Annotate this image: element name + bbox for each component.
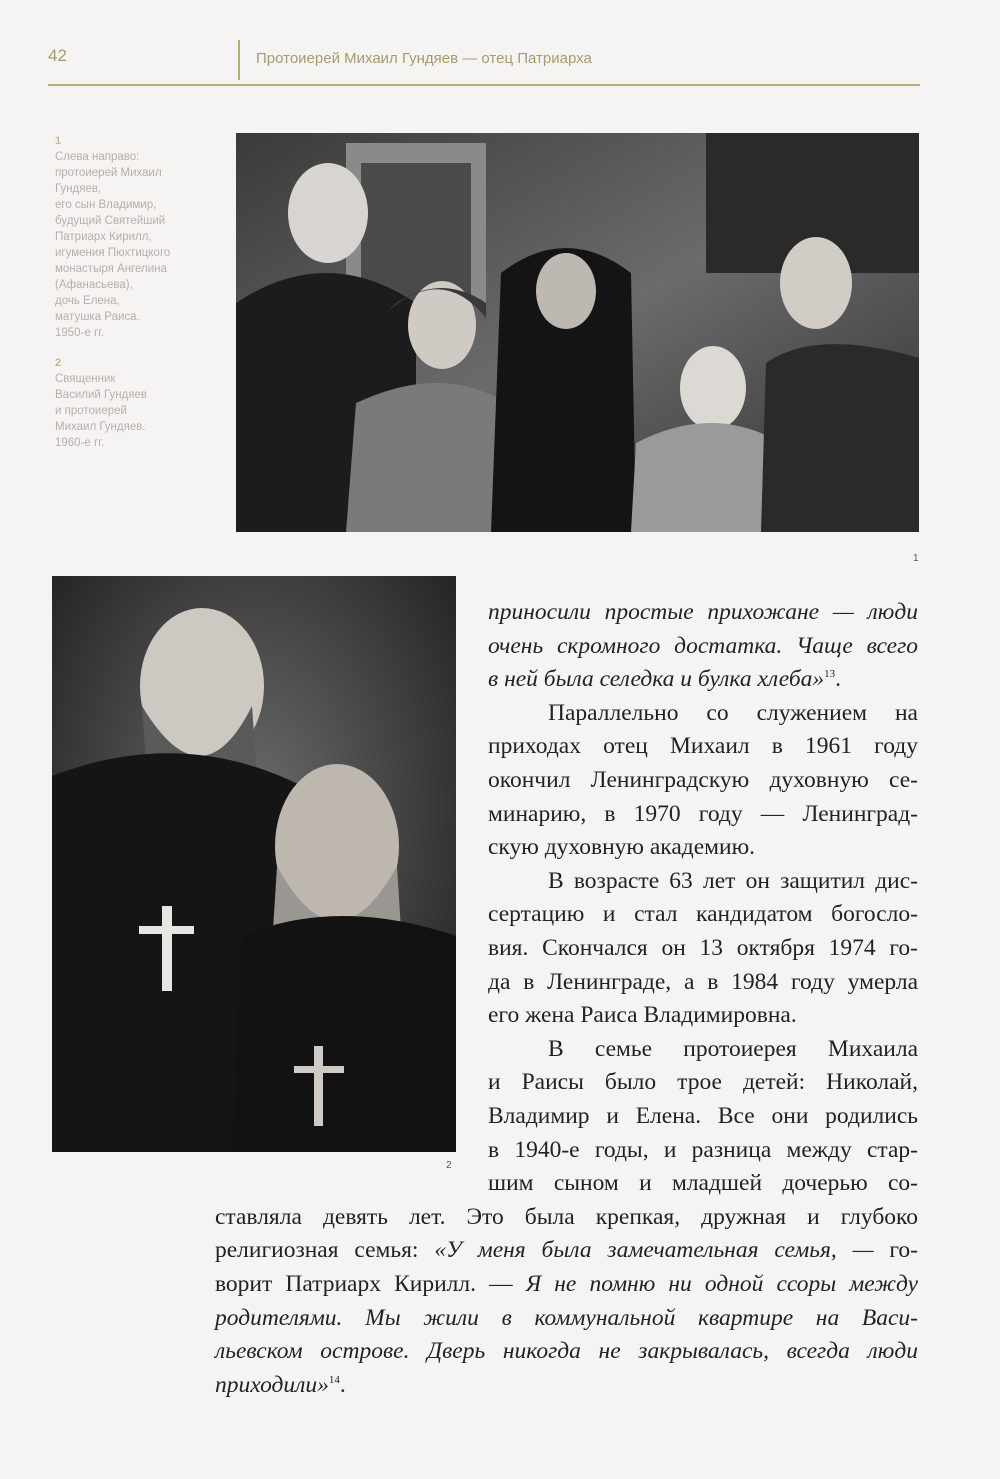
text-line: Владимир и Елена. Все они родились (488, 1103, 918, 1129)
text-line: очень скромного достатка. Чаще всего (488, 632, 918, 659)
caption-line: Гундяев, (55, 183, 102, 195)
caption-number: 2 (55, 357, 62, 369)
caption-line: и протоиерей (55, 405, 127, 417)
footnote-ref: 14 (328, 1373, 340, 1386)
text-line: приходах отец Михаил в 1961 году (488, 733, 918, 760)
text-line: приносили простые прихожане — люди (488, 599, 918, 625)
text-line: шим сыном и младшей дочерью со- (488, 1170, 918, 1197)
header-rule (48, 84, 920, 86)
text-line: В возрасте 63 лет он защитил дис- (548, 867, 918, 894)
caption-line: 1950-е гг. (55, 327, 105, 339)
text-line: ставляла девять лет. Это была крепкая, дружная и глубоко (215, 1203, 918, 1230)
caption-line: протоиерей Михаил (55, 167, 162, 179)
photo-captions (55, 133, 215, 465)
caption-2 (55, 355, 215, 451)
quote-end: в ней была селедка и булка хлеба» (488, 666, 825, 693)
running-title: Протоиерей Михаил Гундяев — отец Патриарха (256, 50, 592, 67)
text-line (215, 1369, 918, 1403)
text-line (215, 1268, 918, 1302)
caption-line: монастыря Ангелина (55, 263, 167, 275)
text-line: минарию, в 1970 году — Ленинград- (488, 800, 918, 827)
header-divider (238, 40, 240, 80)
caption-line: Василий Гундяев (55, 389, 147, 401)
text-line: его жена Раиса Владимировна. (488, 1002, 797, 1029)
quote-run: Я не помню ни одной ссоры между (525, 1270, 918, 1297)
priests-photo (52, 576, 456, 1152)
text-run: религиозная семья: (215, 1237, 435, 1264)
text-line: льевском острове. Дверь никогда не закрывалась, всегда люди (215, 1338, 918, 1365)
text-line: в 1940-е годы, и разница между стар- (488, 1136, 918, 1163)
text-line: сертацию и стал кандидатом богосло- (488, 901, 918, 928)
caption-1 (55, 133, 215, 341)
caption-number: 1 (55, 135, 62, 147)
quote-end: приходили» (215, 1371, 329, 1398)
caption-line: его сын Владимир, (55, 199, 157, 211)
text-line: родителями. Мы жили в коммунальной квартире на Васи- (215, 1304, 918, 1331)
caption-line: Священник (55, 373, 116, 385)
text-line: вия. Скончался он 13 октября 1974 го- (488, 935, 918, 961)
page-number: 42 (48, 46, 67, 65)
caption-line: Патриарх Кирилл, (55, 231, 152, 243)
text-run: ворит Патриарх Кирилл. — (215, 1270, 526, 1297)
text-line (215, 1234, 918, 1268)
text-line (488, 663, 918, 697)
text-line: В семье протоиерея Михаила (548, 1035, 918, 1062)
text-line: скую духовную академию. (488, 834, 756, 861)
caption-line: Слева направо: (55, 151, 140, 163)
period: . (339, 1371, 346, 1398)
caption-line: будущий Святейший (55, 215, 166, 227)
body-text-column (488, 596, 918, 1200)
text-line: Параллельно со служением на (548, 699, 918, 726)
quote-run: «У меня была замечательная семья, — (434, 1237, 874, 1264)
text-line: окончил Ленинградскую духовную се- (488, 767, 918, 793)
caption-line: игумения Пюхтицкого (55, 247, 171, 259)
text-run: го- (873, 1237, 918, 1264)
caption-line: (Афанасьева), (55, 279, 133, 291)
footnote-ref: 13 (824, 668, 836, 681)
family-photo (236, 133, 919, 532)
body-text-wide (215, 1201, 918, 1401)
text-line: да в Ленинграде, а в 1984 году умерла (488, 968, 918, 995)
text-line: и Раисы было трое детей: Николай, (488, 1069, 918, 1096)
period: . (835, 666, 842, 693)
caption-line: матушка Раиса. (55, 311, 140, 323)
photo-number: 2 (446, 1160, 452, 1171)
caption-line: дочь Елена, (55, 295, 120, 307)
photo-number: 1 (913, 553, 919, 564)
caption-line: 1960-е гг. (55, 437, 105, 449)
caption-line: Михаил Гундяев. (55, 421, 146, 433)
